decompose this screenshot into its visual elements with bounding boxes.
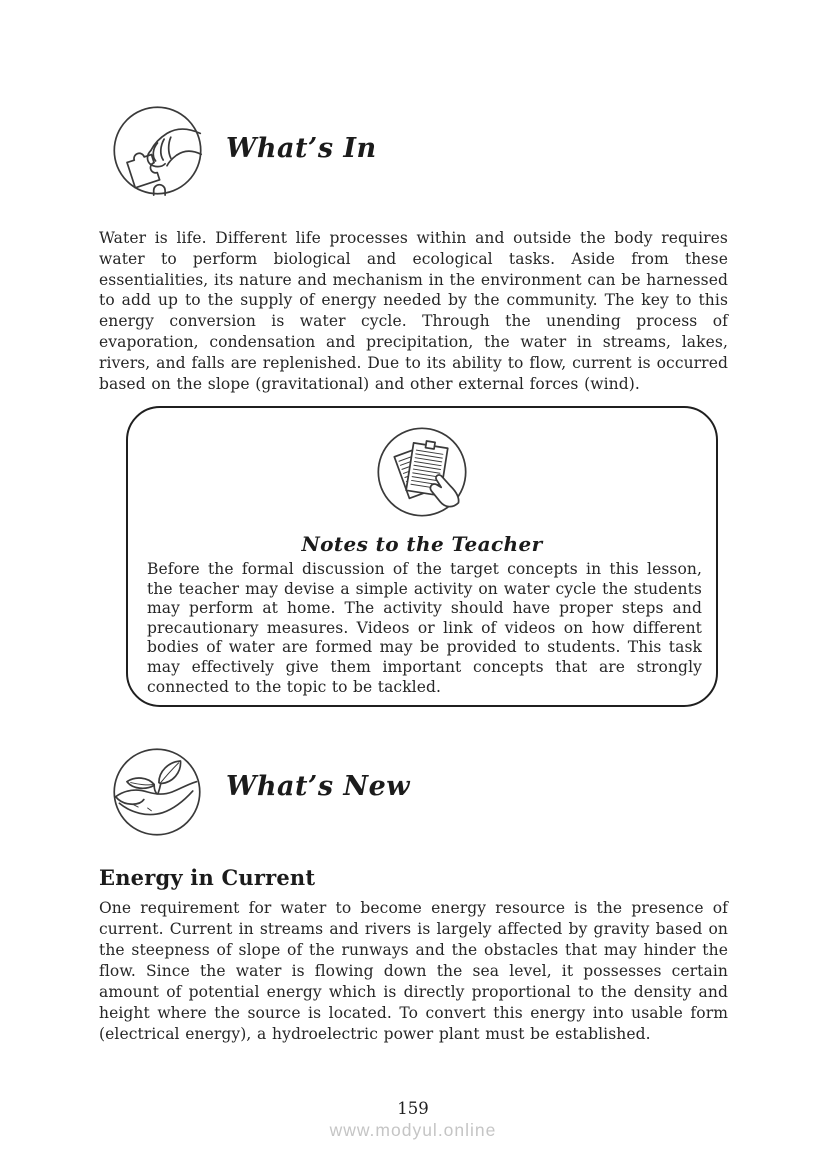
energy-paragraph: One requirement for water to become energy resource is the presence of current. Current in streams and rivers is largely affected by gravity based on the steepness of slope of the runways and the obstacles that may hinder the flow. Since the water is flowing down the sea level, it possesses certain amount of potential energy which is directly proportional to the density and height where the source is located. To convert this energy into usable form (electrical energy), a hydroelectric power plant must be established. — [99, 899, 728, 1043]
hand-puzzle-icon — [110, 103, 205, 198]
intro-paragraph: Water is life. Different life processes within and outside the body requires water to perform biological and ecological tasks. Aside from these essentialities, its nature and mechanism in the environment can be harnessed to add up to the supply of energy needed by the community. The key to this energy conversion is water cycle. Through the unending process of evaporation, condensation and precipitation, the water in streams, lakes, rivers, and falls are replenished. Due to its ability to flow, current is occurred based on the slope (gravitational) and other external forces (wind). — [99, 229, 728, 393]
notes-to-teacher-box — [126, 406, 718, 707]
whats-in-title: What’s In — [226, 133, 377, 164]
watermark-url: www.modyul.online — [329, 1120, 497, 1140]
page-number: 159 — [397, 1099, 429, 1118]
whats-new-title: What’s New — [226, 771, 411, 802]
hand-sprout-icon — [110, 745, 204, 839]
notes-box-paragraph: Before the formal discussion of the target concepts in this lesson, the teacher may devise a simple activity on water cycle the students may perform at home. The activity should have proper steps and precautionary measures. Videos or link of videos on how different bodies of water are formed may be provided to students. This task may effectively give them important concepts that are strongly connected to the topic to be tackled. — [147, 560, 702, 696]
energy-in-current-heading: Energy in Current — [99, 865, 316, 890]
note-pages-icon — [374, 424, 470, 524]
notes-box-title: Notes to the Teacher — [301, 532, 543, 556]
